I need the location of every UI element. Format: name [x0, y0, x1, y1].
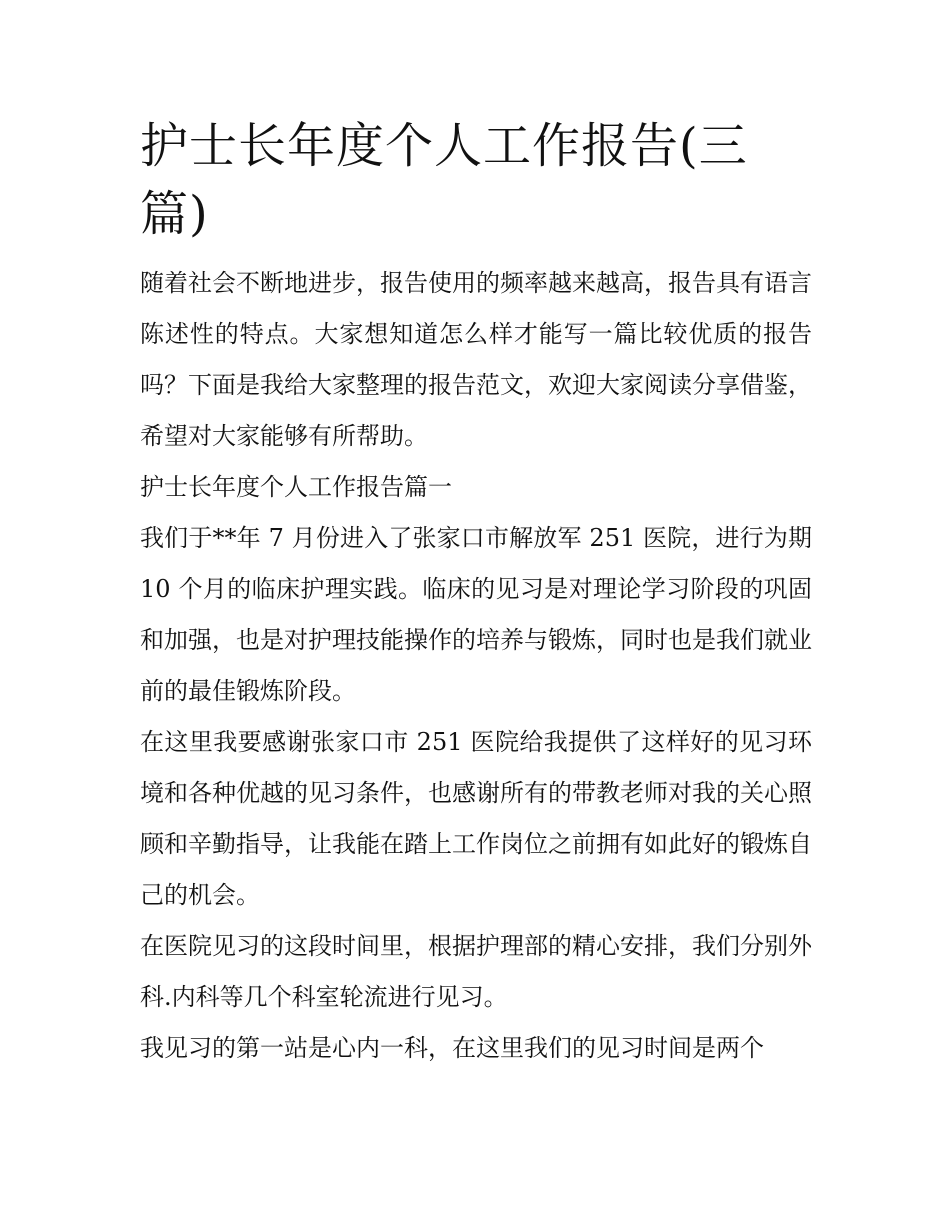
section-heading: 护士长年度个人工作报告篇一 — [140, 473, 452, 501]
document-title: 护士长年度个人工作报告(三篇) — [140, 118, 748, 242]
body-paragraph: 在医院见习的这段时间里，根据护理部的精心安排，我们分别外科.内科等几个科室轮流进行见习。 — [140, 932, 812, 1011]
body-paragraph: 我见习的第一站是心内一科，在这里我们的见习时间是两个 — [140, 1034, 764, 1062]
body-paragraph: 在这里我要感谢张家口市 251 医院给我提供了这样好的见习环境和各种优越的见习条件，也感谢所有的带教老师对我的关心照顾和辛勤指导，让我能在踏上工作岗位之前拥有如此好的锻炼自己的机会。 — [140, 728, 812, 909]
document-body — [140, 112, 812, 1074]
body-paragraph: 我们于**年 7 月份进入了张家口市解放军 251 医院，进行为期 10 个月的临床护理实践。临床的见习是对理论学习阶段的巩固和加强，也是对护理技能操作的培养与锻炼，同时也是我们就业前的最佳锻炼阶段。 — [140, 524, 812, 705]
intro-paragraph: 随着社会不断地进步，报告使用的频率越来越高，报告具有语言陈述性的特点。大家想知道怎么样才能写一篇比较优质的报告吗？下面是我给大家整理的报告范文，欢迎大家阅读分享借鉴，希望对大家能够有所帮助。 — [140, 269, 812, 450]
